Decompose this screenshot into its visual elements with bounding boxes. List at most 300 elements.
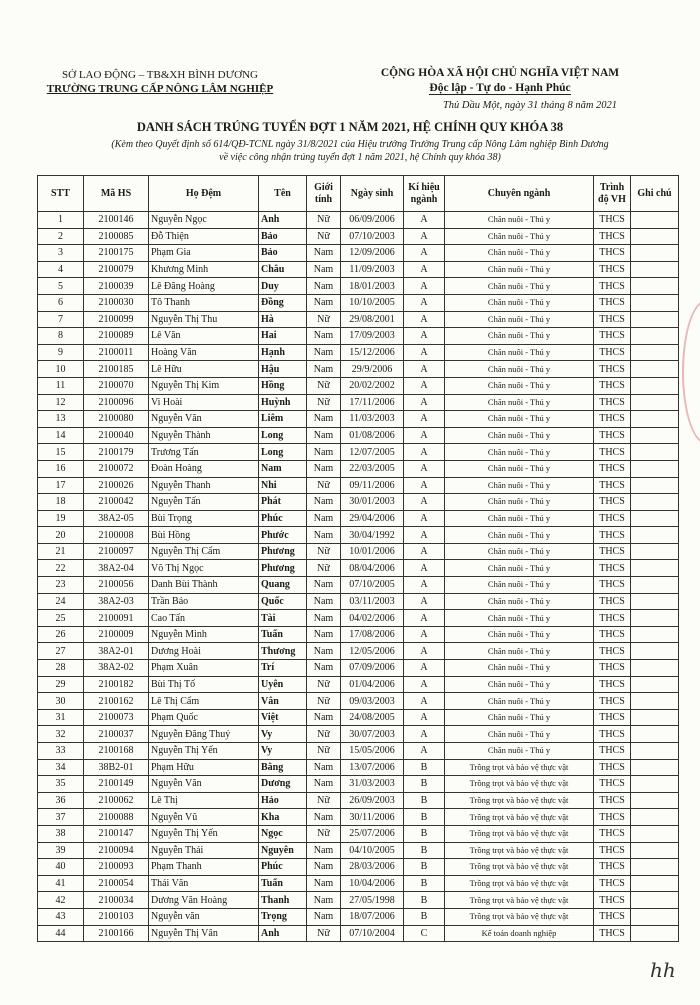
- cell-chuyen-nganh: Chăn nuôi - Thú y: [445, 527, 594, 544]
- cell-chuyen-nganh: Trồng trọt và bảo vệ thực vật: [445, 842, 594, 859]
- cell-ho-dem: Nguyễn Tấn: [149, 494, 259, 511]
- cell-ho-dem: Vi Hoài: [149, 394, 259, 411]
- cell-trinh-do: THCS: [594, 626, 631, 643]
- cell-ghi-chu: [631, 660, 679, 677]
- cell-ho-dem: Phạm Thanh: [149, 859, 259, 876]
- cell-chuyen-nganh: Chăn nuôi - Thú y: [445, 626, 594, 643]
- cell-ki-hieu: A: [404, 294, 445, 311]
- cell-ngay-sinh: 10/10/2005: [341, 294, 404, 311]
- cell-gioi-tinh: Nam: [307, 245, 341, 262]
- cell-ghi-chu: [631, 626, 679, 643]
- cell-ten: Hậu: [259, 361, 307, 378]
- cell-ngay-sinh: 20/02/2002: [341, 377, 404, 394]
- cell-gioi-tinh: Nam: [307, 261, 341, 278]
- cell-ki-hieu: B: [404, 759, 445, 776]
- cell-ho-dem: Đỗ Thiện: [149, 228, 259, 245]
- cell-gioi-tinh: Nữ: [307, 477, 341, 494]
- cell-ho-dem: Dương Hoài: [149, 643, 259, 660]
- cell-ki-hieu: A: [404, 278, 445, 295]
- cell-chuyen-nganh: Chăn nuôi - Thú y: [445, 427, 594, 444]
- cell-chuyen-nganh: Chăn nuôi - Thú y: [445, 494, 594, 511]
- cell-gioi-tinh: Nam: [307, 577, 341, 594]
- cell-ho-dem: Phạm Gia: [149, 245, 259, 262]
- cell-trinh-do: THCS: [594, 792, 631, 809]
- cell-gioi-tinh: Nam: [307, 361, 341, 378]
- cell-chuyen-nganh: Chăn nuôi - Thú y: [445, 411, 594, 428]
- cell-ma-hs: 2100182: [84, 676, 149, 693]
- cell-chuyen-nganh: Trồng trọt và bảo vệ thực vật: [445, 809, 594, 826]
- cell-trinh-do: THCS: [594, 908, 631, 925]
- cell-ghi-chu: [631, 875, 679, 892]
- cell-ngay-sinh: 29/08/2001: [341, 311, 404, 328]
- cell-ma-hs: 2100037: [84, 726, 149, 743]
- cell-ngay-sinh: 08/04/2006: [341, 560, 404, 577]
- cell-ten: Trí: [259, 660, 307, 677]
- admission-table: [37, 175, 679, 942]
- cell-ki-hieu: A: [404, 709, 445, 726]
- cell-trinh-do: THCS: [594, 925, 631, 942]
- national-header: [330, 66, 670, 96]
- table-row: [38, 278, 679, 295]
- cell-gioi-tinh: Nam: [307, 510, 341, 527]
- cell-gioi-tinh: Nam: [307, 643, 341, 660]
- table-row: [38, 411, 679, 428]
- cell-chuyen-nganh: Chăn nuôi - Thú y: [445, 643, 594, 660]
- table-row: [38, 842, 679, 859]
- cell-gioi-tinh: Nam: [307, 610, 341, 627]
- cell-ki-hieu: A: [404, 460, 445, 477]
- cell-ngay-sinh: 07/10/2003: [341, 228, 404, 245]
- cell-stt: 35: [38, 776, 84, 793]
- cell-ghi-chu: [631, 643, 679, 660]
- cell-ghi-chu: [631, 328, 679, 345]
- cell-ma-hs: 2100026: [84, 477, 149, 494]
- cell-ki-hieu: A: [404, 626, 445, 643]
- cell-ho-dem: Trương Tấn: [149, 444, 259, 461]
- cell-stt: 1: [38, 212, 84, 229]
- cell-ghi-chu: [631, 892, 679, 909]
- cell-gioi-tinh: Nữ: [307, 560, 341, 577]
- cell-trinh-do: THCS: [594, 427, 631, 444]
- table-row: [38, 394, 679, 411]
- cell-stt: 26: [38, 626, 84, 643]
- cell-ngay-sinh: 29/04/2006: [341, 510, 404, 527]
- cell-ho-dem: Nguyễn Thị Cẩm: [149, 543, 259, 560]
- cell-trinh-do: THCS: [594, 344, 631, 361]
- cell-ten: Hai: [259, 328, 307, 345]
- cell-ghi-chu: [631, 212, 679, 229]
- cell-trinh-do: THCS: [594, 245, 631, 262]
- cell-ngay-sinh: 07/10/2005: [341, 577, 404, 594]
- cell-stt: 27: [38, 643, 84, 660]
- table-row: [38, 892, 679, 909]
- cell-trinh-do: THCS: [594, 543, 631, 560]
- cell-ho-dem: Bùi Thị Tố: [149, 676, 259, 693]
- cell-chuyen-nganh: Chăn nuôi - Thú y: [445, 460, 594, 477]
- cell-ngay-sinh: 07/09/2006: [341, 660, 404, 677]
- cell-trinh-do: THCS: [594, 726, 631, 743]
- cell-ki-hieu: B: [404, 842, 445, 859]
- cell-ma-hs: 2100011: [84, 344, 149, 361]
- cell-ho-dem: Trần Bảo: [149, 593, 259, 610]
- cell-ghi-chu: [631, 460, 679, 477]
- cell-ki-hieu: A: [404, 427, 445, 444]
- cell-gioi-tinh: Nam: [307, 294, 341, 311]
- cell-ten: Thương: [259, 643, 307, 660]
- cell-ma-hs: 2100097: [84, 543, 149, 560]
- cell-ho-dem: Nguyễn Thị Yến: [149, 743, 259, 760]
- cell-ten: Ngọc: [259, 825, 307, 842]
- cell-ngay-sinh: 12/07/2005: [341, 444, 404, 461]
- cell-stt: 31: [38, 709, 84, 726]
- cell-trinh-do: THCS: [594, 311, 631, 328]
- cell-chuyen-nganh: Chăn nuôi - Thú y: [445, 261, 594, 278]
- cell-ma-hs: 2100179: [84, 444, 149, 461]
- cell-ki-hieu: A: [404, 377, 445, 394]
- cell-gioi-tinh: Nam: [307, 626, 341, 643]
- table-row: [38, 660, 679, 677]
- cell-gioi-tinh: Nam: [307, 875, 341, 892]
- cell-ghi-chu: [631, 311, 679, 328]
- cell-stt: 32: [38, 726, 84, 743]
- table-row: [38, 726, 679, 743]
- cell-stt: 7: [38, 311, 84, 328]
- col-gioi-tinh: Giới tính: [307, 176, 341, 212]
- cell-chuyen-nganh: Chăn nuôi - Thú y: [445, 676, 594, 693]
- cell-ngay-sinh: 22/03/2005: [341, 460, 404, 477]
- cell-chuyen-nganh: Chăn nuôi - Thú y: [445, 560, 594, 577]
- cell-gioi-tinh: Nam: [307, 494, 341, 511]
- cell-stt: 40: [38, 859, 84, 876]
- table-row: [38, 527, 679, 544]
- cell-ghi-chu: [631, 543, 679, 560]
- cell-ho-dem: Phạm Hữu: [149, 759, 259, 776]
- table-row: [38, 709, 679, 726]
- cell-ki-hieu: A: [404, 444, 445, 461]
- cell-ho-dem: Nguyễn Vũ: [149, 809, 259, 826]
- cell-stt: 20: [38, 527, 84, 544]
- cell-ki-hieu: A: [404, 245, 445, 262]
- cell-chuyen-nganh: Chăn nuôi - Thú y: [445, 444, 594, 461]
- cell-ten: Trọng: [259, 908, 307, 925]
- table-row: [38, 859, 679, 876]
- cell-trinh-do: THCS: [594, 361, 631, 378]
- table-row: [38, 908, 679, 925]
- cell-ngay-sinh: 24/08/2005: [341, 709, 404, 726]
- cell-ho-dem: Nguyễn Thái: [149, 842, 259, 859]
- cell-ten: Tài: [259, 610, 307, 627]
- cell-chuyen-nganh: Chăn nuôi - Thú y: [445, 510, 594, 527]
- cell-ma-hs: 2100147: [84, 825, 149, 842]
- cell-ghi-chu: [631, 809, 679, 826]
- cell-trinh-do: THCS: [594, 261, 631, 278]
- table-row: [38, 494, 679, 511]
- cell-stt: 29: [38, 676, 84, 693]
- cell-ngay-sinh: 11/03/2003: [341, 411, 404, 428]
- cell-trinh-do: THCS: [594, 228, 631, 245]
- table-row: [38, 577, 679, 594]
- cell-gioi-tinh: Nam: [307, 842, 341, 859]
- cell-trinh-do: THCS: [594, 593, 631, 610]
- cell-ghi-chu: [631, 527, 679, 544]
- cell-ki-hieu: A: [404, 610, 445, 627]
- cell-stt: 8: [38, 328, 84, 345]
- cell-ghi-chu: [631, 510, 679, 527]
- cell-chuyen-nganh: Kế toán doanh nghiệp: [445, 925, 594, 942]
- cell-ho-dem: Thái Văn: [149, 875, 259, 892]
- cell-ho-dem: Nguyễn Thanh: [149, 477, 259, 494]
- cell-gioi-tinh: Nữ: [307, 743, 341, 760]
- cell-gioi-tinh: Nam: [307, 859, 341, 876]
- cell-gioi-tinh: Nữ: [307, 792, 341, 809]
- cell-ghi-chu: [631, 825, 679, 842]
- cell-ma-hs: 2100149: [84, 776, 149, 793]
- cell-gioi-tinh: Nam: [307, 328, 341, 345]
- table-row: [38, 294, 679, 311]
- cell-gioi-tinh: Nam: [307, 427, 341, 444]
- cell-ghi-chu: [631, 676, 679, 693]
- cell-chuyen-nganh: Chăn nuôi - Thú y: [445, 610, 594, 627]
- table-row: [38, 361, 679, 378]
- cell-trinh-do: THCS: [594, 825, 631, 842]
- cell-trinh-do: THCS: [594, 494, 631, 511]
- table-row: [38, 543, 679, 560]
- cell-ma-hs: 2100162: [84, 693, 149, 710]
- cell-ma-hs: 2100094: [84, 842, 149, 859]
- cell-ngay-sinh: 27/05/1998: [341, 892, 404, 909]
- document-note: [40, 138, 680, 164]
- cell-ngay-sinh: 18/07/2006: [341, 908, 404, 925]
- col-chuyen-nganh: Chuyên ngành: [445, 176, 594, 212]
- cell-chuyen-nganh: Chăn nuôi - Thú y: [445, 543, 594, 560]
- cell-ten: Châu: [259, 261, 307, 278]
- cell-ghi-chu: [631, 560, 679, 577]
- cell-ten: Nam: [259, 460, 307, 477]
- cell-chuyen-nganh: Chăn nuôi - Thú y: [445, 693, 594, 710]
- cell-stt: 36: [38, 792, 84, 809]
- cell-trinh-do: THCS: [594, 527, 631, 544]
- table-row: [38, 460, 679, 477]
- table-row: [38, 311, 679, 328]
- cell-ma-hs: 2100088: [84, 809, 149, 826]
- cell-ki-hieu: A: [404, 543, 445, 560]
- cell-ma-hs: 38A2-01: [84, 643, 149, 660]
- col-ho-dem: Họ Đệm: [149, 176, 259, 212]
- cell-ghi-chu: [631, 759, 679, 776]
- cell-ho-dem: Phạm Quốc: [149, 709, 259, 726]
- document-title: DANH SÁCH TRÚNG TUYỂN ĐỢT 1 NĂM 2021, HỆ CHÍNH QUY KHÓA 38: [136, 120, 564, 134]
- cell-stt: 13: [38, 411, 84, 428]
- cell-ma-hs: 38B2-01: [84, 759, 149, 776]
- cell-ki-hieu: A: [404, 311, 445, 328]
- cell-ngay-sinh: 31/03/2003: [341, 776, 404, 793]
- cell-gioi-tinh: Nam: [307, 278, 341, 295]
- cell-ghi-chu: [631, 709, 679, 726]
- cell-ngay-sinh: 09/11/2006: [341, 477, 404, 494]
- cell-chuyen-nganh: Chăn nuôi - Thú y: [445, 660, 594, 677]
- cell-ten: Duy: [259, 278, 307, 295]
- cell-trinh-do: THCS: [594, 842, 631, 859]
- cell-gioi-tinh: Nữ: [307, 825, 341, 842]
- cell-trinh-do: THCS: [594, 759, 631, 776]
- cell-ki-hieu: A: [404, 676, 445, 693]
- cell-ki-hieu: B: [404, 908, 445, 925]
- cell-ma-hs: 2100008: [84, 527, 149, 544]
- table-row: [38, 212, 679, 229]
- cell-ngay-sinh: 06/09/2006: [341, 212, 404, 229]
- cell-ngay-sinh: 17/09/2003: [341, 328, 404, 345]
- cell-ten: Phúc: [259, 510, 307, 527]
- table-row: [38, 228, 679, 245]
- cell-trinh-do: THCS: [594, 294, 631, 311]
- cell-stt: 14: [38, 427, 84, 444]
- cell-trinh-do: THCS: [594, 643, 631, 660]
- cell-ho-dem: Bùi Trọng: [149, 510, 259, 527]
- table-row: [38, 792, 679, 809]
- cell-trinh-do: THCS: [594, 577, 631, 594]
- cell-trinh-do: THCS: [594, 377, 631, 394]
- cell-ten: Bằng: [259, 759, 307, 776]
- cell-ngay-sinh: 30/11/2006: [341, 809, 404, 826]
- cell-ten: Nhi: [259, 477, 307, 494]
- cell-trinh-do: THCS: [594, 743, 631, 760]
- table-row: [38, 626, 679, 643]
- cell-ki-hieu: B: [404, 809, 445, 826]
- cell-trinh-do: THCS: [594, 510, 631, 527]
- cell-ghi-chu: [631, 610, 679, 627]
- cell-ki-hieu: A: [404, 527, 445, 544]
- cell-chuyen-nganh: Chăn nuôi - Thú y: [445, 328, 594, 345]
- cell-ma-hs: 2100080: [84, 411, 149, 428]
- cell-ngay-sinh: 11/09/2003: [341, 261, 404, 278]
- cell-stt: 19: [38, 510, 84, 527]
- cell-gioi-tinh: Nam: [307, 660, 341, 677]
- cell-gioi-tinh: Nữ: [307, 726, 341, 743]
- col-stt: STT: [38, 176, 84, 212]
- cell-ki-hieu: A: [404, 261, 445, 278]
- cell-ngay-sinh: 18/01/2003: [341, 278, 404, 295]
- cell-ghi-chu: [631, 411, 679, 428]
- cell-ma-hs: 2100089: [84, 328, 149, 345]
- cell-ten: Hảo: [259, 792, 307, 809]
- cell-ki-hieu: B: [404, 792, 445, 809]
- cell-ki-hieu: A: [404, 577, 445, 594]
- cell-ma-hs: 2100096: [84, 394, 149, 411]
- cell-trinh-do: THCS: [594, 278, 631, 295]
- cell-gioi-tinh: Nữ: [307, 693, 341, 710]
- cell-ki-hieu: A: [404, 510, 445, 527]
- cell-ma-hs: 2100099: [84, 311, 149, 328]
- cell-chuyen-nganh: Chăn nuôi - Thú y: [445, 294, 594, 311]
- cell-ho-dem: Nguyễn Văn: [149, 411, 259, 428]
- cell-stt: 39: [38, 842, 84, 859]
- cell-stt: 28: [38, 660, 84, 677]
- table-row: [38, 328, 679, 345]
- cell-ngay-sinh: 17/11/2006: [341, 394, 404, 411]
- cell-ghi-chu: [631, 925, 679, 942]
- cell-ma-hs: 2100085: [84, 228, 149, 245]
- cell-ma-hs: 2100166: [84, 925, 149, 942]
- cell-ho-dem: Nguyễn Thị Kim: [149, 377, 259, 394]
- cell-trinh-do: THCS: [594, 709, 631, 726]
- cell-stt: 18: [38, 494, 84, 511]
- cell-ten: Liêm: [259, 411, 307, 428]
- cell-chuyen-nganh: Chăn nuôi - Thú y: [445, 377, 594, 394]
- cell-ghi-chu: [631, 693, 679, 710]
- cell-stt: 12: [38, 394, 84, 411]
- cell-stt: 34: [38, 759, 84, 776]
- table-row: [38, 245, 679, 262]
- cell-chuyen-nganh: Trồng trọt và bảo vệ thực vật: [445, 859, 594, 876]
- cell-ten: Anh: [259, 212, 307, 229]
- cell-stt: 24: [38, 593, 84, 610]
- cell-ma-hs: 2100040: [84, 427, 149, 444]
- cell-chuyen-nganh: Trồng trọt và bảo vệ thực vật: [445, 875, 594, 892]
- national-motto: [330, 81, 670, 96]
- cell-chuyen-nganh: Trồng trọt và bảo vệ thực vật: [445, 892, 594, 909]
- cell-stt: 15: [38, 444, 84, 461]
- cell-stt: 6: [38, 294, 84, 311]
- cell-chuyen-nganh: Chăn nuôi - Thú y: [445, 709, 594, 726]
- cell-ki-hieu: A: [404, 643, 445, 660]
- cell-ki-hieu: B: [404, 892, 445, 909]
- cell-ten: Phương: [259, 543, 307, 560]
- cell-chuyen-nganh: Chăn nuôi - Thú y: [445, 228, 594, 245]
- cell-chuyen-nganh: Trồng trọt và bảo vệ thực vật: [445, 825, 594, 842]
- cell-ho-dem: Khương Minh: [149, 261, 259, 278]
- cell-ten: Long: [259, 444, 307, 461]
- cell-ma-hs: 2100091: [84, 610, 149, 627]
- cell-stt: 23: [38, 577, 84, 594]
- table-row: [38, 610, 679, 627]
- issuer-department: SỞ LAO ĐỘNG – TB&XH BÌNH DƯƠNG: [62, 69, 258, 81]
- col-trinh-do: Trình độ VH: [594, 176, 631, 212]
- cell-ho-dem: Nguyễn Minh: [149, 626, 259, 643]
- cell-stt: 25: [38, 610, 84, 627]
- cell-ngay-sinh: 13/07/2006: [341, 759, 404, 776]
- cell-ma-hs: 2100062: [84, 792, 149, 809]
- cell-ghi-chu: [631, 776, 679, 793]
- cell-chuyen-nganh: Chăn nuôi - Thú y: [445, 394, 594, 411]
- cell-ngay-sinh: 12/05/2006: [341, 643, 404, 660]
- table-row: [38, 676, 679, 693]
- cell-ghi-chu: [631, 245, 679, 262]
- table-row: [38, 560, 679, 577]
- cell-ghi-chu: [631, 593, 679, 610]
- cell-ki-hieu: A: [404, 328, 445, 345]
- cell-chuyen-nganh: Chăn nuôi - Thú y: [445, 577, 594, 594]
- cell-chuyen-nganh: Chăn nuôi - Thú y: [445, 593, 594, 610]
- cell-ten: Tuấn: [259, 626, 307, 643]
- cell-ghi-chu: [631, 278, 679, 295]
- col-ten: Tên: [259, 176, 307, 212]
- cell-stt: 42: [38, 892, 84, 909]
- note-line-1: (Kèm theo Quyết định số 614/QĐ-TCNL ngày 31/8/2021 của Hiệu trưởng Trường Trung cấp Nông Lâm nghiệp Bình Dương: [111, 139, 609, 150]
- cell-gioi-tinh: Nam: [307, 908, 341, 925]
- table-row: [38, 743, 679, 760]
- cell-gioi-tinh: Nam: [307, 709, 341, 726]
- cell-ki-hieu: A: [404, 344, 445, 361]
- cell-stt: 5: [38, 278, 84, 295]
- cell-stt: 11: [38, 377, 84, 394]
- cell-ten: Bảo: [259, 228, 307, 245]
- cell-ho-dem: Nguyễn Thành: [149, 427, 259, 444]
- cell-ten: Đồng: [259, 294, 307, 311]
- cell-ngay-sinh: 30/07/2003: [341, 726, 404, 743]
- table-row: [38, 261, 679, 278]
- cell-ho-dem: Bùi Hồng: [149, 527, 259, 544]
- table-row: [38, 825, 679, 842]
